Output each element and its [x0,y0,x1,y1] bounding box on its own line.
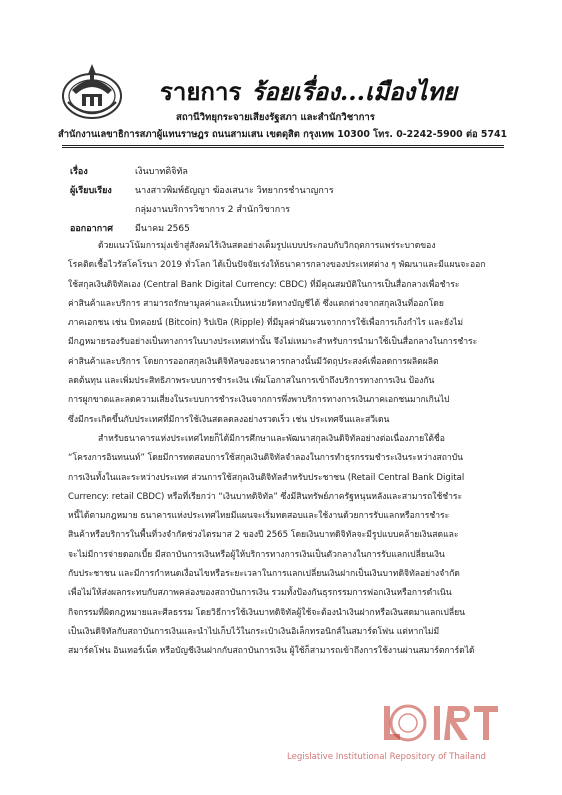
meta-dept-row [70,202,500,221]
body-line: เพื่อไม่ให้ส่งผลกระทบกับสภาพคล่องของสถาบันการเงิน รวมทั้งป้องกันธุรกรรมการฟอกเงินหรือการดำเนิน [68,588,452,599]
lirt-watermark-caption: Legislative Institutional Repository of Thailand [287,752,486,762]
meta-subject-row [70,164,500,183]
program-title [160,72,490,106]
body-line: ค่าสินค้าและบริการ โดยการออกสกุลเงินดิจิทัลของธนาคารกลางนั้นมีวัตถุประสงค์เพื่อลดการผลิตผลิต [68,356,439,367]
meta-subject-value: เงินบาทดิจิทัล [135,167,188,177]
body-line: สมาร์ตโฟน อินเทอร์เน็ต หรือบัญชีเงินฝากกับสถาบันการเงิน ผู้ใช้ก็สามารถเข้าถึงการใช้งานผ่านสมาร์ตการ์ดได้ [68,646,475,657]
body-line: กับประชาชน และมีการกำหนดเงื่อนไขหรือระยะเวลาในการแลกเปลี่ยนเงินฝากเป็นเงินบาทดิจิทัลอย่างจำกัด [68,569,460,580]
program-title-italic: ร้อยเรื่อง...เมืองไทย [251,77,458,106]
article-body [68,237,500,662]
body-line: กิจกรรมที่ผิดกฎหมายและศีลธรรม โดยวิธีการใช้เงินบาทดิจิทัลผู้ใช้จะต้องนำเงินฝากหรือเงินสดมาแลกเปลี่ยน [68,607,466,618]
meta-author-row [70,183,500,202]
header-divider [62,145,504,146]
body-line: การผูกขาดและลดความเสี่ยงในระบบการชำระเงินจากการพึ่งพาบริการทางการเงินภาคเอกชนมากเกินไป [68,395,450,406]
body-line: ภาคเอกชน เช่น บิทคอยน์ (Bitcoin) ริปเปิล (Ripple) ที่มีมูลค่าผันผวนจากการใช้เพื่อการเก็งกำไร และยังไม่ [68,318,464,329]
body-line: ลดต้นทุน และเพิ่มประสิทธิภาพระบบการชำระเงิน เพิ่มโอกาสในการเข้าถึงบริการทางการเงิน ป้องกัน [68,376,435,387]
document-meta [70,164,500,240]
meta-author-dept: กลุ่มงานบริการวิชาการ 2 สำนักวิชาการ [135,205,291,215]
body-line: ใช้สกุลเงินดิจิทัลเอง (Central Bank Digital Currency: CBDC) ที่มีคุณสมบัติในการเป็นสื่อกลางเพื่อชำระ [68,279,460,290]
meta-subject-label: เรื่อง [70,167,88,177]
header-divider-secondary [62,147,504,148]
body-line: หนี้ได้ตามกฎหมาย ธนาคารแห่งประเทศไทยมีแผนจะเริ่มทดสอบและใช้งานด้วยการรับแลกหรือการชำระ [68,511,450,522]
meta-author-value: นางสาวพิมพ์ธัญญา ฆ้องเสนาะ วิทยากรชำนาญการ [135,186,334,196]
office-address: สำนักงานเลขาธิการสภาผู้แทนราษฎร ถนนสามเสน เขตดุสิต กรุงเทพ 10300 โทร. 0-2242-5900 ต่อ 5741 [58,129,508,140]
meta-airdate-value: มีนาคม 2565 [135,224,190,234]
meta-airdate-label: ออกอากาศ [70,224,113,234]
body-line: การเงินทั้งในและระหว่างประเทศ ส่วนการใช้สกุลเงินดิจิทัลสำหรับประชาชน (Retail Central Bank Digital [68,472,465,483]
body-line: เป็นเงินดิจิทัลกับสถาบันการเงินและนำไปเก็บไว้ในกระเป๋าเงินอิเล็กทรอนิกส์ในสมาร์ตโฟน แต่หากไม่มี [68,626,440,637]
body-line: “โครงการอินทนนท์” โดยมีการทดสอบการใช้สกุลเงินดิจิทัลจำลองในการทำธุรกรรมชำระเงินระหว่างสถาบัน [68,453,464,464]
body-line: Currency: retail CBDC) หรือที่เรียกว่า “เงินบาทดิจิทัล” ซึ่งมีสินทรัพย์ภาครัฐหนุนหลังและสามารถใช้ชำระ [68,491,463,502]
meta-author-label: ผู้เรียบเรียง [70,186,112,196]
program-title-main: รายการ [160,77,242,106]
body-line: โรคติดเชื้อไวรัสโคโรนา 2019 ทั่วโลก ได้เป็นปัจจัยเร่งให้ธนาคารกลางของประเทศต่าง ๆ พัฒนาและมีแผนจะออก [68,260,486,271]
parliament-seal-icon [60,60,124,122]
station-subtitle: สถานีวิทยุกระจายเสียงรัฐสภา และสำนักวิชาการ [176,112,375,123]
body-line: มีกฎหมายรองรับอย่างเป็นทางการในบางประเทศเท่านั้น จึงไม่เหมาะสำหรับการนำมาใช้เป็นสื่อกลางในการชำระ [68,337,478,348]
body-line: ค่าสินค้าและบริการ สามารถรักษามูลค่าและเป็นหน่วยวัดทางบัญชีได้ ซึ่งแตกต่างจากสกุลเงินที่ออกโดย [68,298,444,309]
body-line: ด้วยแนวโน้มการมุ่งเข้าสู่สังคมไร้เงินสดอย่างเต็มรูปแบบประกอบกับวิกฤตการแพร่ระบาดของ [98,241,436,251]
lirt-watermark-logo [370,698,510,748]
body-line: ซึ่งมีกระเกิดขึ้นกับประเทศที่มีการใช้เงินสดลดลงอย่างรวดเร็ว เช่น ประเทศจีนและสวีเดน [68,414,390,425]
body-line: สำหรับธนาคารแห่งประเทศไทยก็ได้มีการศึกษาและพัฒนาสกุลเงินดิจิทัลอย่างต่อเนื่องภายใต้ชื่อ [98,433,445,444]
body-line: จะไม่มีการจ่ายดอกเบี้ย มีสถาบันการเงินหรือผู้ให้บริการทางการเงินเป็นตัวกลางในการรับแลกเปลี่ยนเงิน [68,549,445,560]
body-line: สินค้าหรือบริการในพื้นที่วงจำกัดช่วงไตรมาส 2 ของปี 2565 โดยเงินบาทดิจิทัลจะมีรูปแบบคล้ายเงินสดและ [68,530,459,541]
